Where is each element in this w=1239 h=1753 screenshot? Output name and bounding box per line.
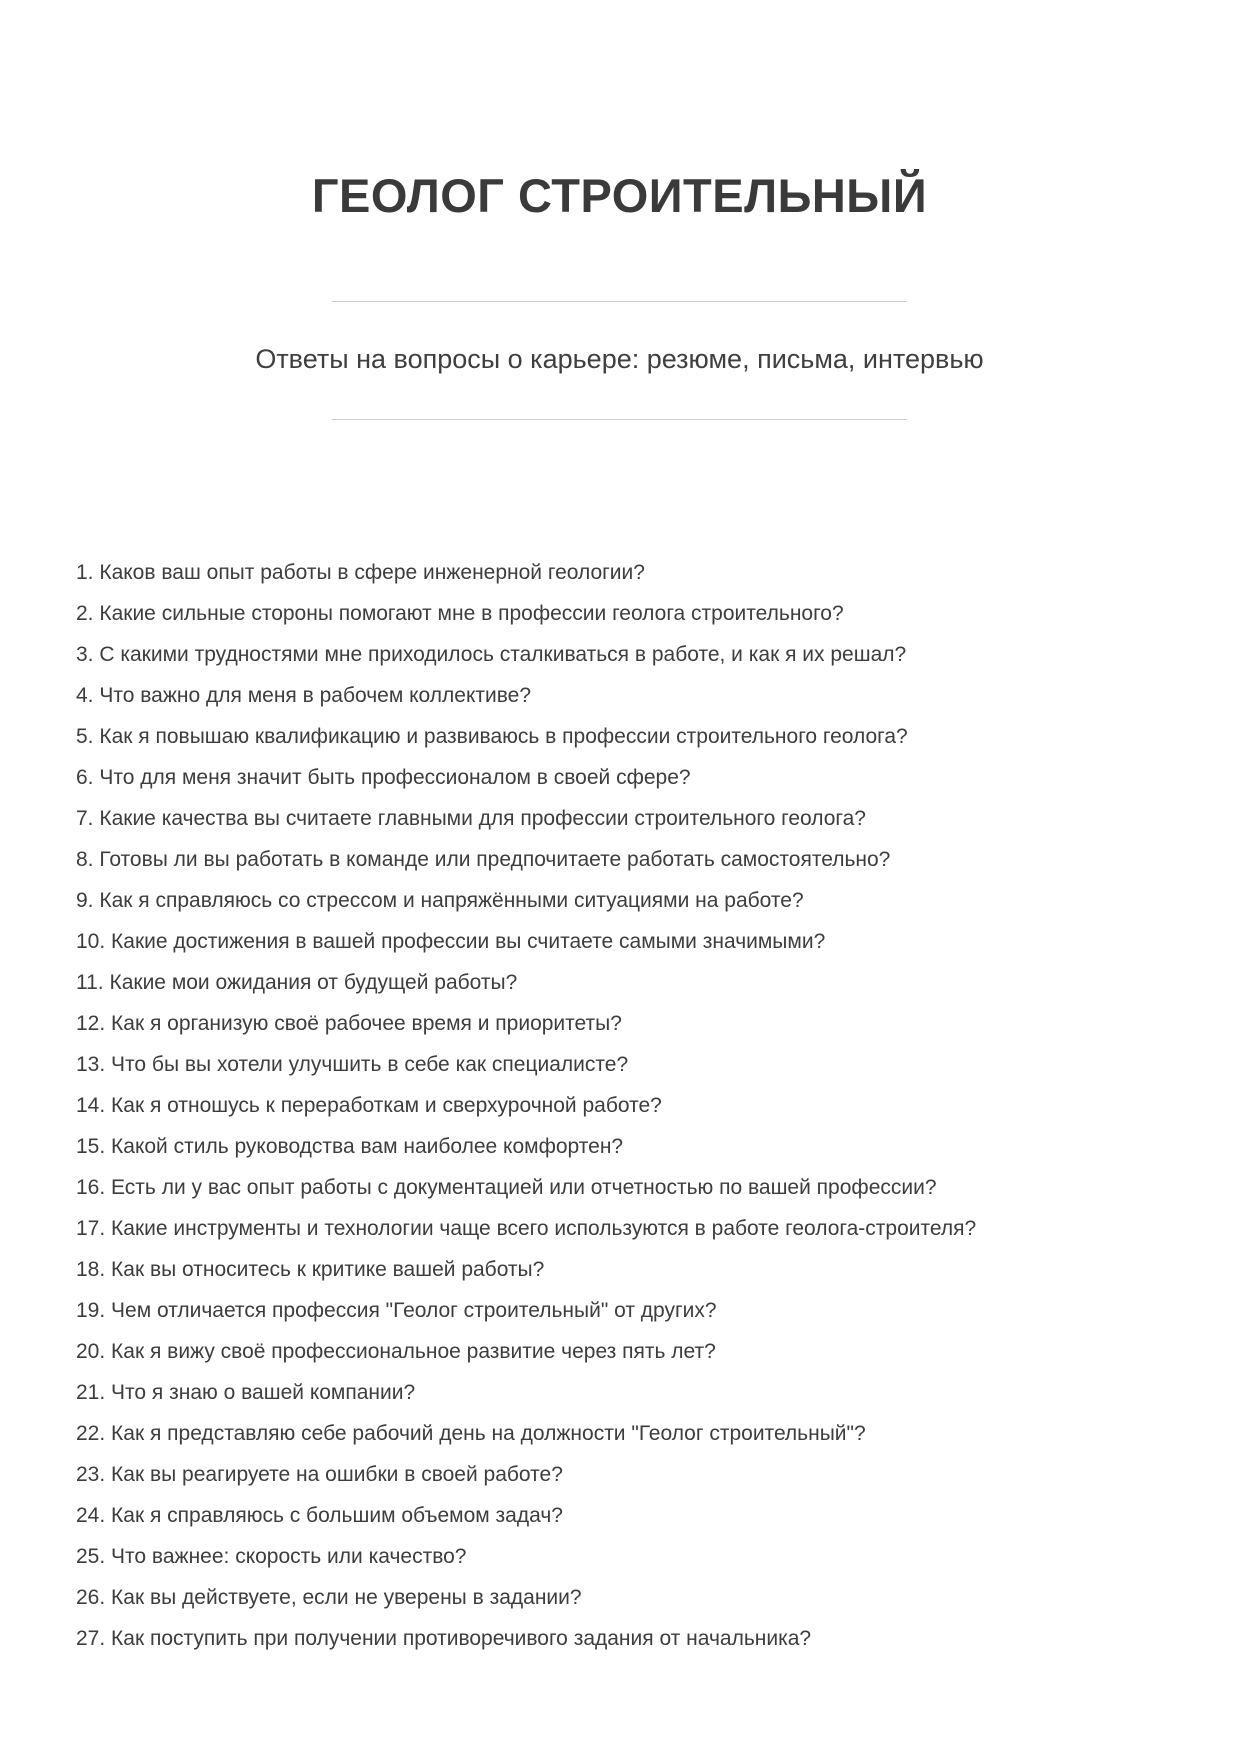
list-item: 13. Что бы вы хотели улучшить в себе как специалисте? xyxy=(76,1053,629,1076)
list-item: 22. Как я представляю себе рабочий день на должности "Геолог строительный"? xyxy=(76,1422,866,1445)
divider xyxy=(332,301,907,302)
list-item: 15. Какой стиль руководства вам наиболее комфортен? xyxy=(76,1135,624,1158)
list-item: 24. Как я справляюсь с большим объемом задач? xyxy=(76,1504,563,1527)
list-item: 20. Как я вижу своё профессиональное развитие через пять лет? xyxy=(76,1340,716,1363)
list-item: 6. Что для меня значит быть профессионалом в своей сфере? xyxy=(76,766,691,789)
page-title: ГЕОЛОГ СТРОИТЕЛЬНЫЙ xyxy=(311,169,928,222)
list-item: 23. Как вы реагируете на ошибки в своей работе? xyxy=(76,1463,563,1486)
list-item: 7. Какие качества вы считаете главными для профессии строительного геолога? xyxy=(76,807,866,830)
list-item: 14. Как я отношусь к переработкам и сверхурочной работе? xyxy=(76,1094,662,1117)
list-item: 16. Есть ли у вас опыт работы с документацией или отчетностью по вашей профессии? xyxy=(76,1176,937,1199)
list-item: 11. Какие мои ожидания от будущей работы? xyxy=(76,971,518,994)
list-item: 12. Как я организую своё рабочее время и приоритеты? xyxy=(76,1012,622,1035)
divider xyxy=(332,419,907,420)
list-item: 17. Какие инструменты и технологии чаще всего используются в работе геолога-строителя? xyxy=(76,1217,977,1240)
list-item: 10. Какие достижения в вашей профессии вы считаете самыми значимыми? xyxy=(76,930,826,953)
list-item: 26. Как вы действуете, если не уверены в задании? xyxy=(76,1586,582,1609)
list-item: 27. Как поступить при получении противоречивого задания от начальника? xyxy=(76,1627,812,1650)
list-item: 2. Какие сильные стороны помогают мне в профессии геолога строительного? xyxy=(76,602,844,625)
list-item: 25. Что важнее: скорость или качество? xyxy=(76,1545,467,1568)
list-item: 21. Что я знаю о вашей компании? xyxy=(76,1381,416,1404)
list-item: 3. С какими трудностями мне приходилось сталкиваться в работе, и как я их решал? xyxy=(76,643,907,666)
list-item: 5. Как я повышаю квалификацию и развиваюсь в профессии строительного геолога? xyxy=(76,725,908,748)
question-list xyxy=(0,552,1239,1659)
list-item: 19. Чем отличается профессия "Геолог строительный" от других? xyxy=(76,1299,717,1322)
list-item: 1. Каков ваш опыт работы в сфере инженерной геологии? xyxy=(76,561,645,584)
list-item: 9. Как я справляюсь со стрессом и напряжёнными ситуациями на работе? xyxy=(76,889,804,912)
list-item: 8. Готовы ли вы работать в команде или предпочитаете работать самостоятельно? xyxy=(76,848,891,871)
list-item: 4. Что важно для меня в рабочем коллективе? xyxy=(76,684,531,707)
list-item: 18. Как вы относитесь к критике вашей работы? xyxy=(76,1258,545,1281)
page-subtitle: Ответы на вопросы о карьере: резюме, письма, интервью xyxy=(255,344,984,374)
